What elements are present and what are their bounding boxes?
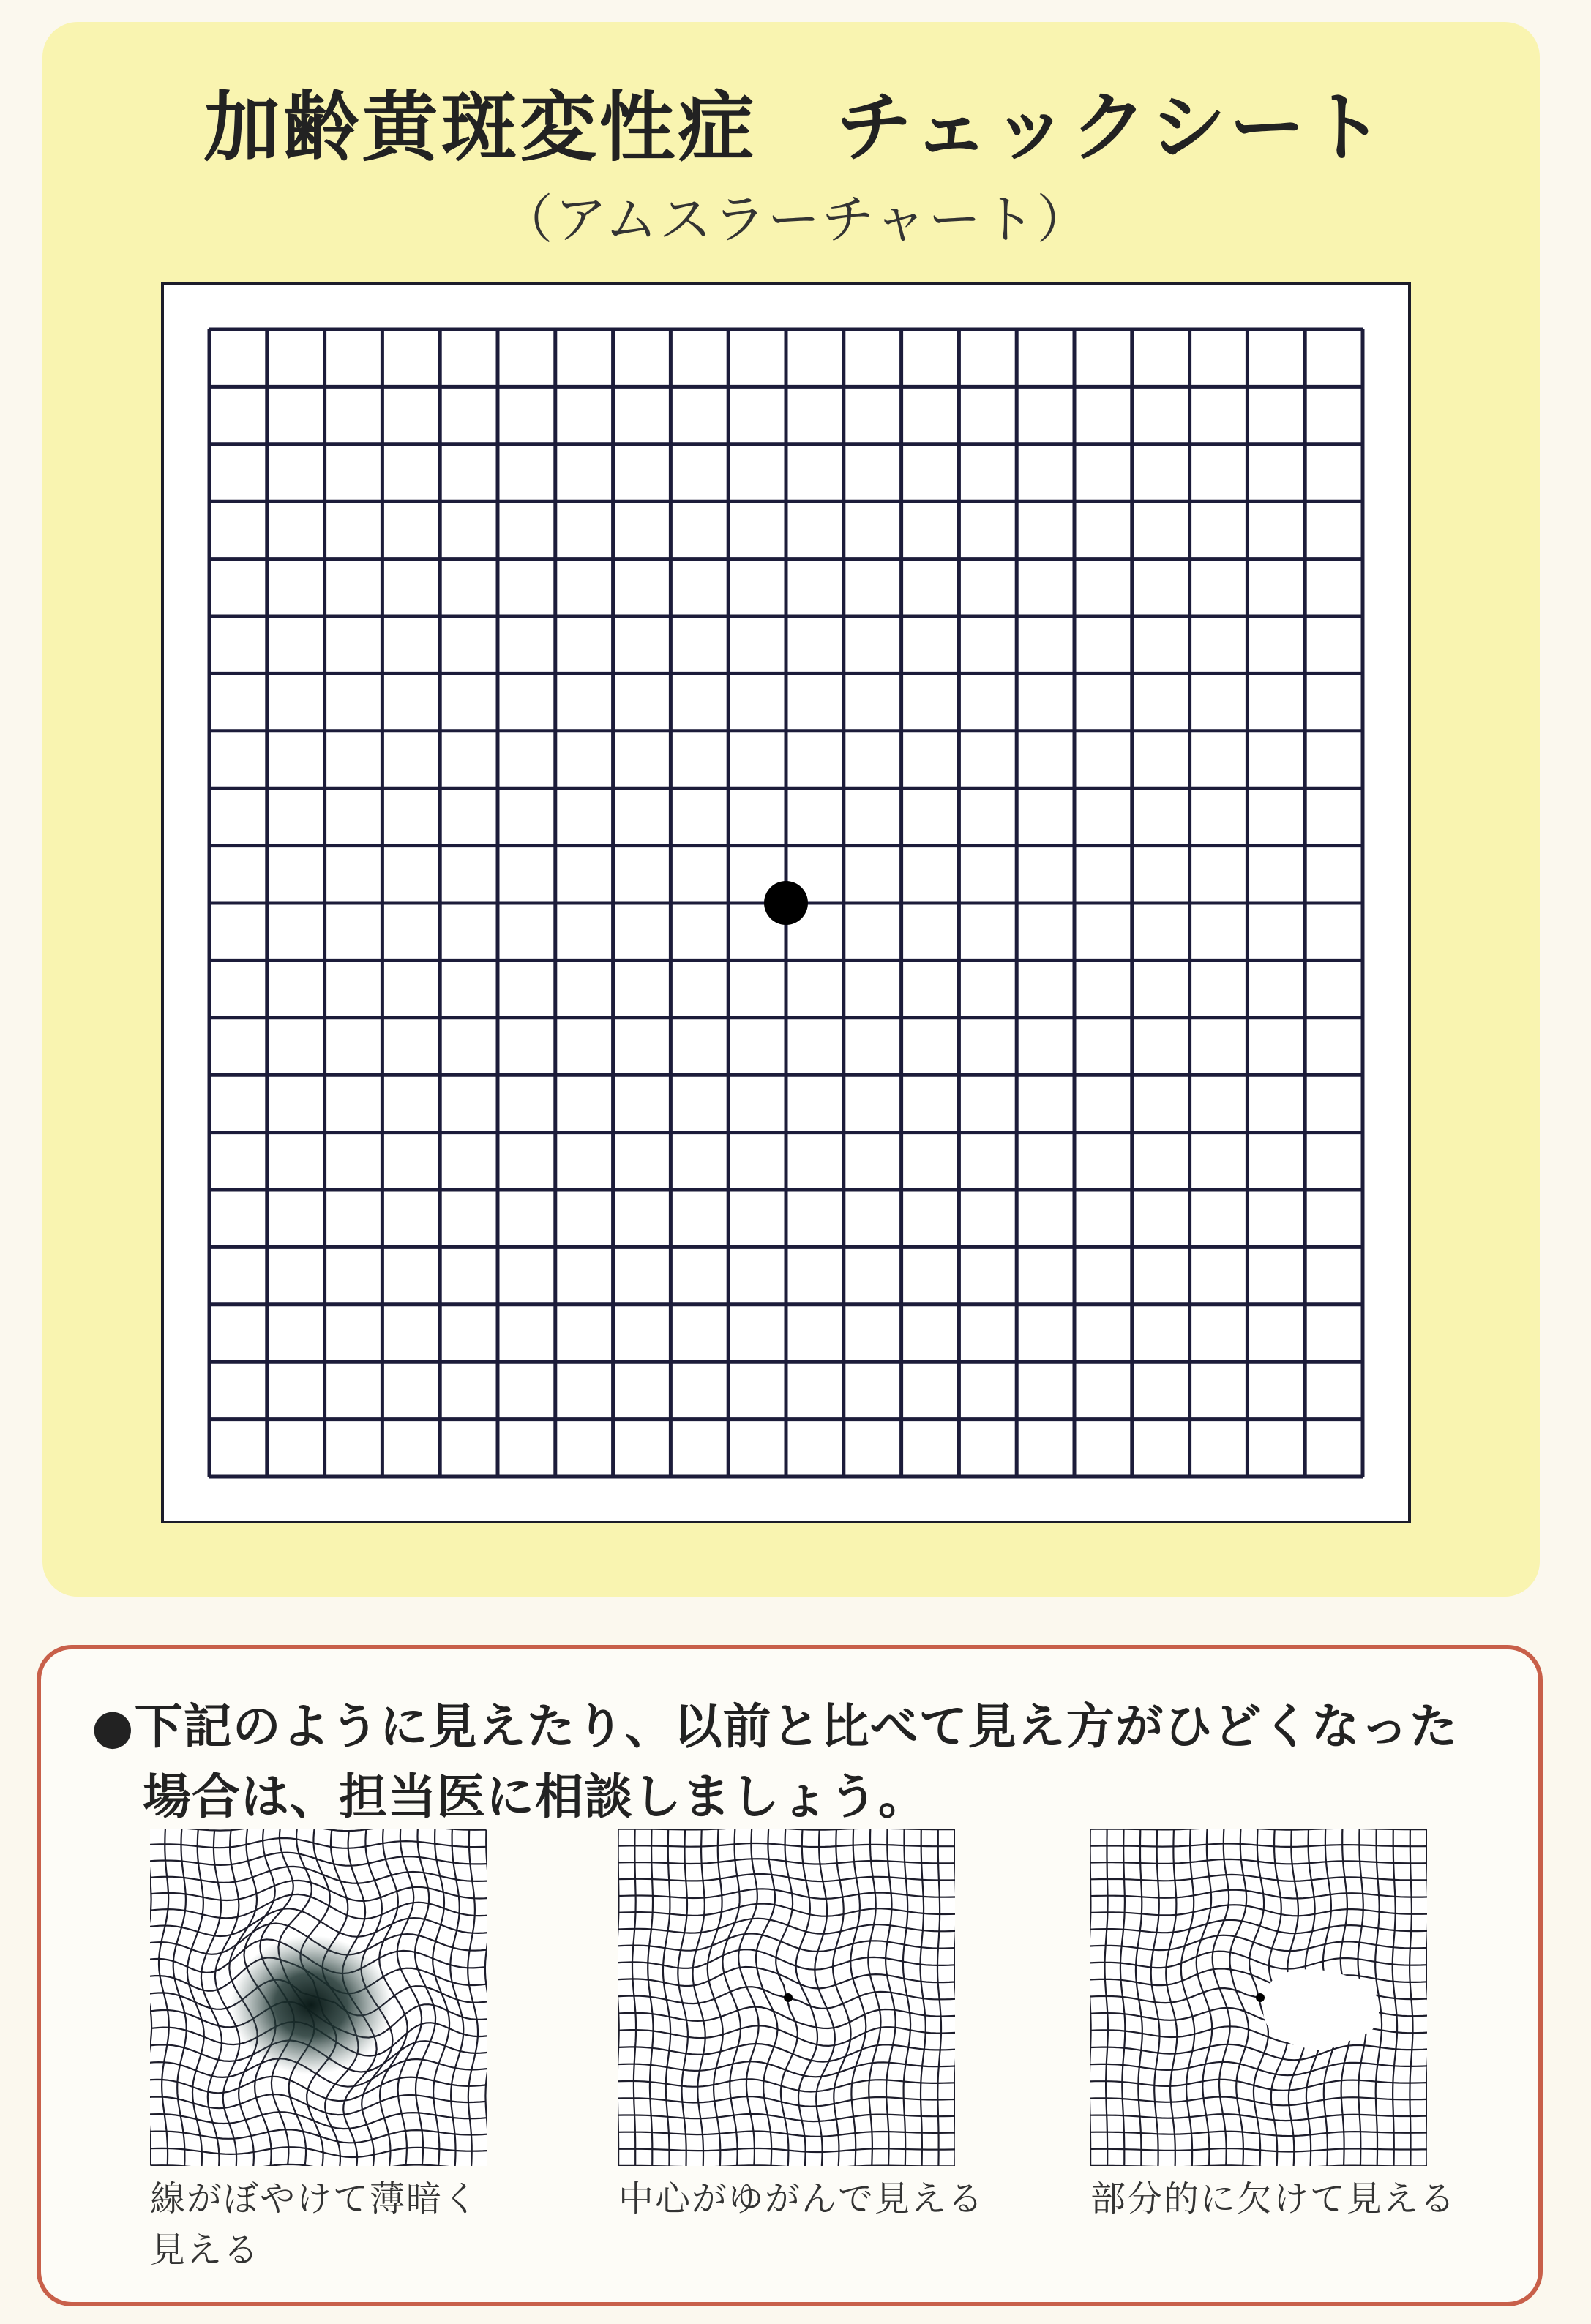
example-blurred-grid xyxy=(150,1829,487,2166)
caption-blurred: 線がぼやけて薄暗く 見える xyxy=(150,2178,480,2271)
example-missing-grid xyxy=(1090,1829,1427,2166)
blur-spot xyxy=(231,1935,392,2074)
center-dot xyxy=(764,881,808,925)
caption-distorted: 中心がゆがんで見える xyxy=(618,2178,985,2219)
bullet-icon: ● xyxy=(91,1698,135,1755)
advice-line-1: ●下記のように見えたり、以前と比べて見え方がひどくなった xyxy=(91,1698,1459,1755)
caption-missing: 部分的に欠けて見える xyxy=(1090,2178,1457,2219)
amsler-grid xyxy=(206,326,1366,1480)
advice-line-2: 場合は、担当医に相談しましょう。 xyxy=(143,1769,927,1825)
advice-text xyxy=(91,1692,1519,1832)
example-center-dot xyxy=(1256,1993,1265,2002)
page-title: 加齢黄斑変性症 チェックシート xyxy=(203,83,1388,172)
example-center-dot xyxy=(784,1993,793,2002)
example-distorted-grid xyxy=(618,1829,955,2166)
page-subtitle: （アムスラーチャート） xyxy=(500,189,1091,250)
